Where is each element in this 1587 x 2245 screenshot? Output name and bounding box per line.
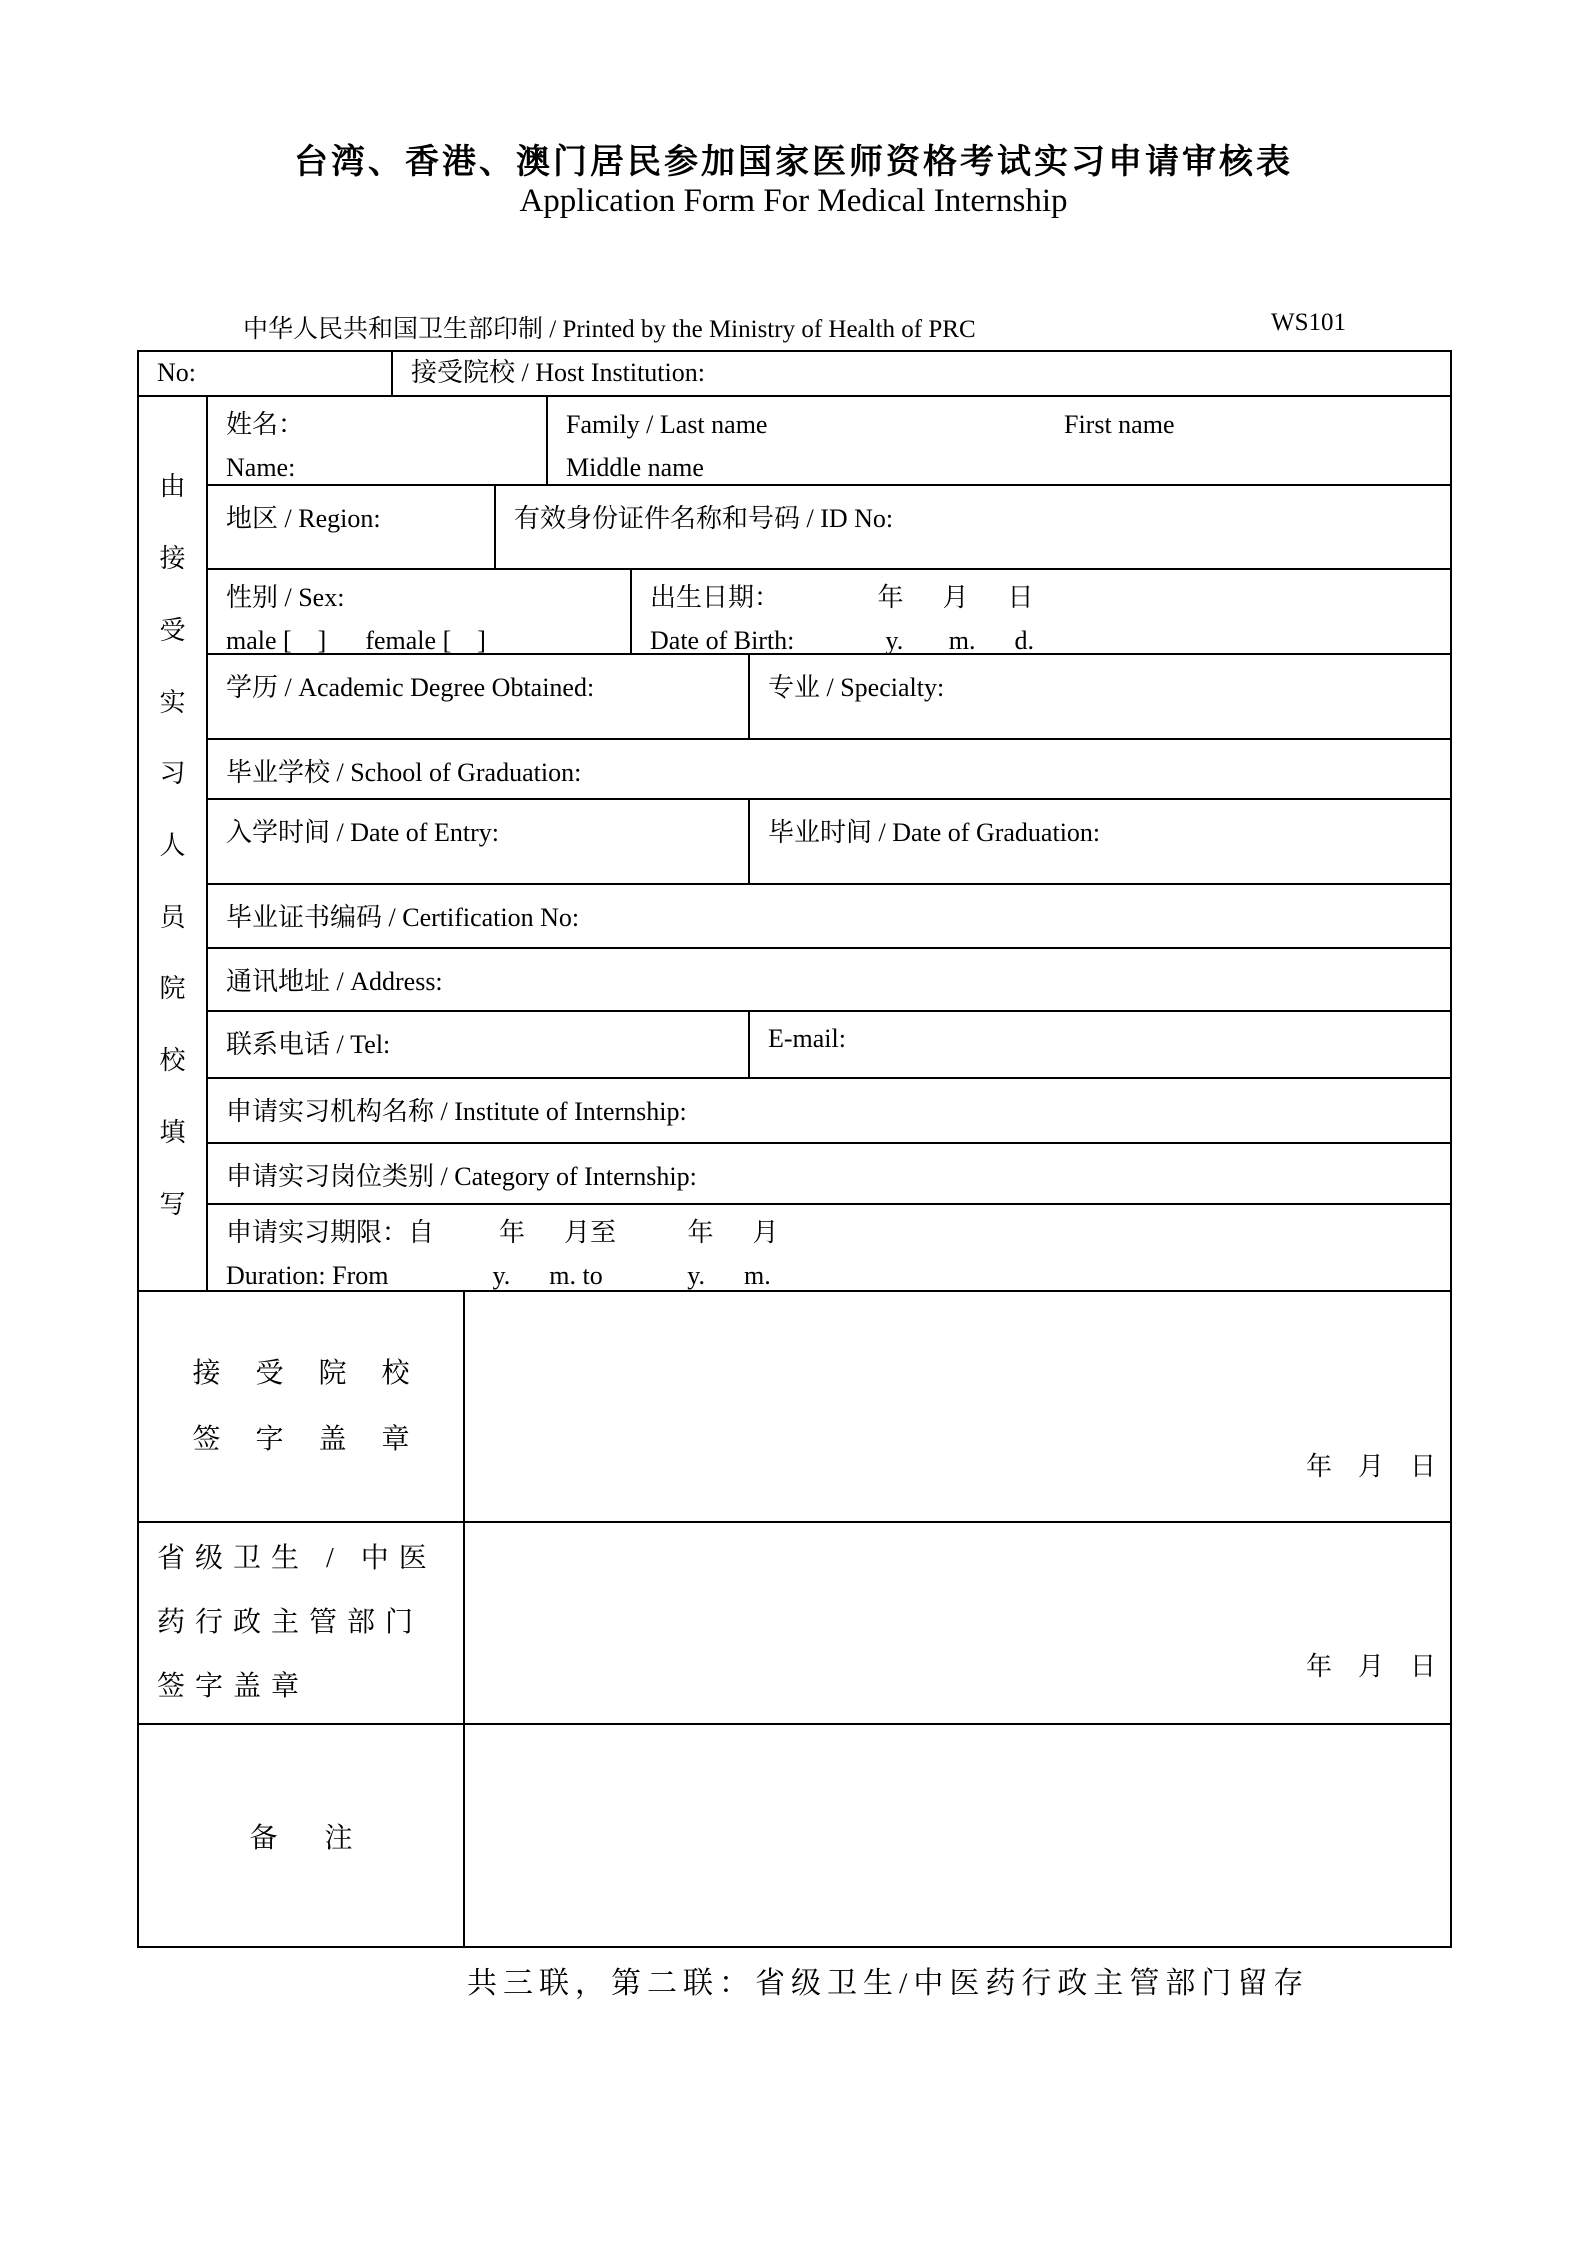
address-field[interactable]	[208, 949, 1450, 1010]
sidebar-filled-by-institution	[139, 397, 208, 1290]
certification-no-label: 毕业证书编码 / Certification No:	[226, 903, 580, 932]
category-label: 申请实习岗位类别 / Category of Internship:	[226, 1162, 697, 1191]
row-institute	[208, 1079, 1450, 1144]
id-no-label: 有效身份证件名称和号码 / ID No:	[514, 504, 894, 533]
gov-signature-line3: 签字盖章	[157, 1671, 310, 1702]
copy-distribution-note: 共三联，第二联：省级卫生/中医药行政主管部门留存	[467, 1967, 1310, 2000]
no-label: No:	[157, 358, 196, 387]
category-field[interactable]	[208, 1144, 1450, 1203]
form-code: WS101	[1271, 309, 1346, 336]
gov-signature-line2: 药行政主管部门	[157, 1607, 424, 1638]
gov-signature-date: 年 月 日	[1305, 1652, 1436, 1681]
printed-by-text: 中华人民共和国卫生部印制 / Printed by the Ministry of Health of PRC	[243, 316, 976, 343]
host-signature-area[interactable]	[465, 1292, 1450, 1521]
host-institution-field[interactable]	[393, 352, 1450, 395]
row-name	[208, 397, 1450, 486]
institute-field[interactable]	[208, 1079, 1450, 1142]
row-school	[208, 740, 1450, 800]
middle-name-label: Middle name	[566, 453, 704, 482]
name-input-field[interactable]	[548, 397, 1450, 484]
form-title-english: Application Form For Medical Internship	[519, 183, 1068, 219]
id-no-field[interactable]	[496, 486, 1450, 568]
remarks-area[interactable]	[465, 1725, 1450, 1946]
form-body	[139, 397, 1450, 1292]
duration-label-cn: 申请实习期限：自 年 月至 年 月	[226, 1218, 779, 1247]
gov-signature-area[interactable]	[465, 1523, 1450, 1723]
date-of-entry-field[interactable]	[208, 800, 750, 883]
duration-label-en: Duration: From y. m. to y. m.	[226, 1261, 771, 1290]
application-form-table	[137, 350, 1452, 1948]
region-label: 地区 / Region:	[226, 504, 381, 533]
tel-field[interactable]	[208, 1012, 750, 1077]
sidebar-char: 写	[159, 1189, 186, 1219]
sex-field	[208, 570, 632, 653]
certification-no-field[interactable]	[208, 885, 1450, 947]
name-label-en: Name:	[226, 453, 296, 482]
sex-checkboxes[interactable]: male [ ] female [ ]	[226, 626, 486, 655]
school-field[interactable]	[208, 740, 1450, 798]
gov-signature-line1: 省级卫生 / 中医	[157, 1543, 437, 1574]
date-of-graduation-label: 毕业时间 / Date of Graduation:	[768, 818, 1101, 847]
email-field[interactable]	[750, 1012, 1450, 1077]
host-signature-line2: 签 字 盖 章	[192, 1423, 424, 1455]
name-label-cn: 姓名：	[226, 410, 305, 439]
tel-label: 联系电话 / Tel:	[226, 1030, 391, 1059]
row-sex-birth	[208, 570, 1450, 655]
family-last-name-label: Family / Last name	[566, 410, 768, 439]
institute-label: 申请实习机构名称 / Institute of Internship:	[226, 1097, 687, 1126]
row-remarks	[139, 1725, 1450, 1946]
address-label: 通讯地址 / Address:	[226, 967, 443, 996]
name-label-cell	[208, 397, 548, 484]
specialty-label: 专业 / Specialty:	[768, 673, 945, 702]
birth-date-label-cn: 出生日期： 年 月 日	[650, 583, 1034, 612]
row-region-id	[208, 486, 1450, 570]
host-signature-date: 年 月 日	[1305, 1452, 1436, 1481]
degree-field[interactable]	[208, 655, 750, 738]
form-title-chinese: 台湾、香港、澳门居民参加国家医师资格考试实习申请审核表	[294, 144, 1293, 181]
date-of-entry-label: 入学时间 / Date of Entry:	[226, 818, 499, 847]
birth-date-label-en: Date of Birth: y. m. d.	[650, 626, 1034, 655]
degree-label: 学历 / Academic Degree Obtained:	[226, 673, 595, 702]
sidebar-char: 接	[159, 544, 186, 574]
host-institution-label: 接受院校 / Host Institution:	[411, 358, 705, 387]
row-certification	[208, 885, 1450, 949]
sidebar-char: 实	[159, 687, 186, 717]
row-entry-graduation	[208, 800, 1450, 885]
specialty-field[interactable]	[750, 655, 1450, 738]
email-label: E-mail:	[768, 1024, 846, 1053]
row-degree-specialty	[208, 655, 1450, 740]
sidebar-char: 员	[159, 902, 186, 932]
row-address	[208, 949, 1450, 1012]
region-field[interactable]	[208, 486, 496, 568]
sidebar-char: 填	[159, 1117, 186, 1147]
row-tel-email	[208, 1012, 1450, 1079]
sidebar-char: 受	[159, 615, 186, 645]
school-label: 毕业学校 / School of Graduation:	[226, 758, 582, 787]
row-host-signature	[139, 1292, 1450, 1523]
printed-by-line	[137, 309, 1452, 345]
row-gov-signature	[139, 1523, 1450, 1725]
row-no-host	[139, 352, 1450, 397]
host-signature-line1: 接 受 院 校	[192, 1357, 424, 1389]
sidebar-char: 由	[159, 472, 186, 502]
sidebar-char: 人	[159, 830, 186, 860]
first-name-label: First name	[1064, 410, 1175, 439]
host-signature-label	[139, 1292, 465, 1521]
remarks-label: 备 注	[249, 1822, 373, 1854]
duration-field[interactable]	[208, 1205, 1450, 1290]
sex-label: 性别 / Sex:	[226, 583, 345, 612]
row-category	[208, 1144, 1450, 1205]
row-duration	[208, 1205, 1450, 1290]
date-of-graduation-field[interactable]	[750, 800, 1450, 883]
sidebar-char: 校	[159, 1046, 186, 1076]
form-inner-rows	[208, 397, 1450, 1290]
sidebar-char: 院	[159, 974, 186, 1004]
gov-signature-label	[139, 1523, 465, 1723]
birth-date-field[interactable]	[632, 570, 1450, 653]
remarks-label-cell	[139, 1725, 465, 1946]
no-field[interactable]	[139, 352, 393, 395]
sidebar-char: 习	[159, 759, 186, 789]
